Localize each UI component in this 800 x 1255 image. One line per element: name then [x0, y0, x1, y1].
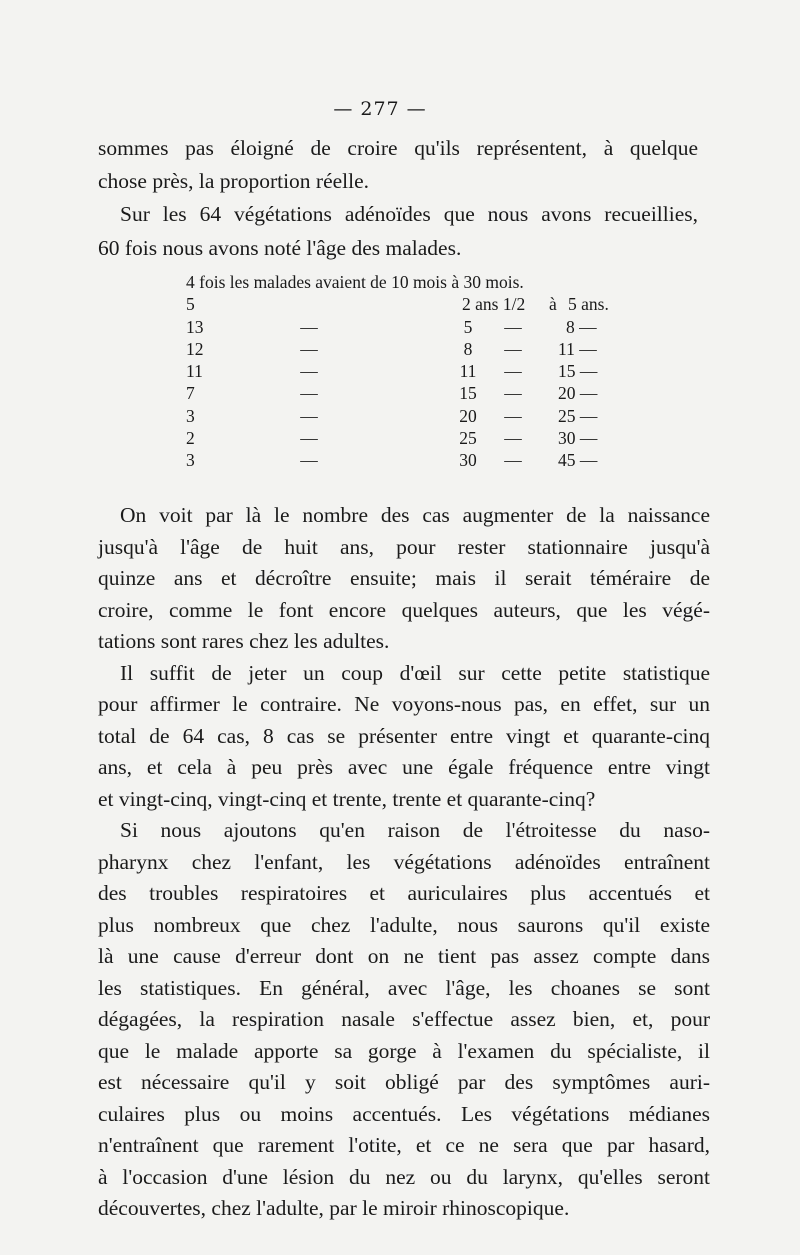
intro-text	[98, 132, 698, 265]
dash-cell: —	[300, 428, 318, 449]
range-sep-cell: —	[504, 383, 522, 404]
range-sep-cell: —	[504, 316, 522, 337]
range-to-cell: 15 —	[558, 361, 598, 382]
count-cell: 3	[186, 405, 195, 426]
range-from-cell: 8	[463, 338, 473, 359]
range-sep-cell: —	[504, 450, 522, 471]
text-line: culaires plus ou moins accentués. Les végétations médianes	[98, 1101, 710, 1126]
range-sep-cell: —	[504, 405, 522, 426]
range-from-cell: 15	[459, 383, 477, 404]
dash-cell: —	[300, 450, 318, 471]
range-from-cell: 5	[463, 316, 473, 337]
table-header-row	[186, 272, 626, 294]
body-text	[98, 500, 710, 1225]
text-line: plus nombreux que chez l'adulte, nous saurons qu'il existe	[98, 912, 710, 937]
text-line: chose près, la proportion réelle.	[98, 169, 370, 194]
dash-cell: —	[300, 338, 318, 359]
text-line: découvertes, chez l'adulte, par le miroir rhinoscopique.	[98, 1196, 570, 1220]
text-line: est nécessaire qu'il y soit obligé par des symptômes auri-	[98, 1070, 710, 1094]
text-line: Si nous ajoutons qu'en raison de l'étroitesse du naso-	[120, 818, 710, 842]
range-to-cell: 8 —	[566, 316, 597, 337]
text-line: Il suffit de jeter un coup d'œil sur cette petite statistique	[120, 660, 710, 685]
range-to-cell: 45 —	[558, 450, 598, 471]
table-row	[186, 361, 626, 383]
text-line: pharynx chez l'enfant, les végétations adénoïdes entraînent	[98, 849, 710, 874]
dash-cell: —	[300, 361, 318, 382]
count-cell: 2	[186, 428, 195, 449]
range-from-cell: 11	[459, 361, 477, 382]
text-line: n'entraînent que rarement l'otite, et ce ne sera que par hasard,	[98, 1133, 710, 1157]
range-sep-cell: —	[504, 338, 522, 359]
text-line: 60 fois nous avons noté l'âge des malades.	[98, 235, 462, 260]
page-number: — 277 —	[333, 98, 427, 120]
range-sep-cell: —	[504, 361, 522, 382]
text-line: quinze ans et décroître ensuite; mais il serait téméraire de	[98, 566, 710, 590]
table-header: 4 fois les malades avaient de 10 mois à 30 mois.	[186, 272, 524, 292]
range-to-cell: 25 —	[558, 405, 598, 426]
text-line: tations sont rares chez les adultes.	[98, 629, 390, 653]
table-row	[186, 294, 626, 316]
dash-cell: —	[300, 405, 318, 426]
text-line: que le malade apporte sa gorge à l'examen du spécialiste, il	[98, 1038, 710, 1063]
text-line: total de 64 cas, 8 cas se présenter entre vingt et quarante-cinq	[98, 723, 710, 748]
table-row	[186, 406, 626, 428]
count-cell: 11	[186, 361, 203, 382]
range-from-cell: 25	[459, 428, 477, 449]
table-row	[186, 428, 626, 450]
dash-cell: —	[300, 383, 318, 404]
table-row	[186, 317, 626, 339]
text-line: dégagées, la respiration nasale s'effectue assez bien, et, pour	[98, 1007, 710, 1031]
table-row	[186, 383, 626, 405]
text-line: des troubles respiratoires et auriculaires plus accentués et	[98, 881, 710, 905]
text-line: On voit par là le nombre des cas augmenter de la naissance	[120, 503, 710, 527]
count-cell: 3	[186, 450, 195, 471]
count-cell: 5	[186, 294, 195, 315]
range-to-cell: 5 ans.	[568, 294, 609, 315]
text-line: les statistiques. En général, avec l'âge, les choanes se sont	[98, 975, 710, 1000]
range-from-cell: 20	[459, 405, 477, 426]
range-sep-cell: —	[504, 428, 522, 449]
range-to-cell: 20 —	[558, 383, 598, 404]
text-line: ans, et cela à peu près avec une égale fréquence entre vingt	[98, 755, 710, 779]
text-line: et vingt-cinq, vingt-cinq et trente, trente et quarante-cinq?	[98, 786, 596, 811]
text-line: Sur les 64 végétations adénoïdes que nous avons recueillies,	[120, 202, 698, 227]
text-line: croire, comme le font encore quelques auteurs, que les végé-	[98, 597, 710, 622]
age-table	[186, 272, 626, 473]
dash-cell: —	[300, 316, 318, 337]
range-to-cell: 11 —	[558, 338, 597, 359]
range-from-cell: 2 ans 1/2	[462, 294, 526, 315]
text-line: à l'occasion d'une lésion du nez ou du larynx, qu'elles seront	[98, 1164, 710, 1189]
count-cell: 12	[186, 338, 204, 359]
table-row	[186, 450, 626, 472]
count-cell: 13	[186, 316, 204, 337]
table-row	[186, 339, 626, 361]
text-line: pour affirmer le contraire. Ne voyons-nous pas, en effet, sur un	[98, 692, 710, 716]
range-to-cell: 30 —	[558, 428, 598, 449]
range-from-cell: 30	[459, 450, 477, 471]
text-line: jusqu'à l'âge de huit ans, pour rester stationnaire jusqu'à	[98, 534, 710, 559]
count-cell: 7	[186, 383, 195, 404]
text-line: là une cause d'erreur dont on ne tient pas assez compte dans	[98, 944, 710, 968]
text-line: sommes pas éloigné de croire qu'ils représentent, à quelque	[98, 136, 698, 160]
range-sep-cell: à	[549, 294, 557, 315]
